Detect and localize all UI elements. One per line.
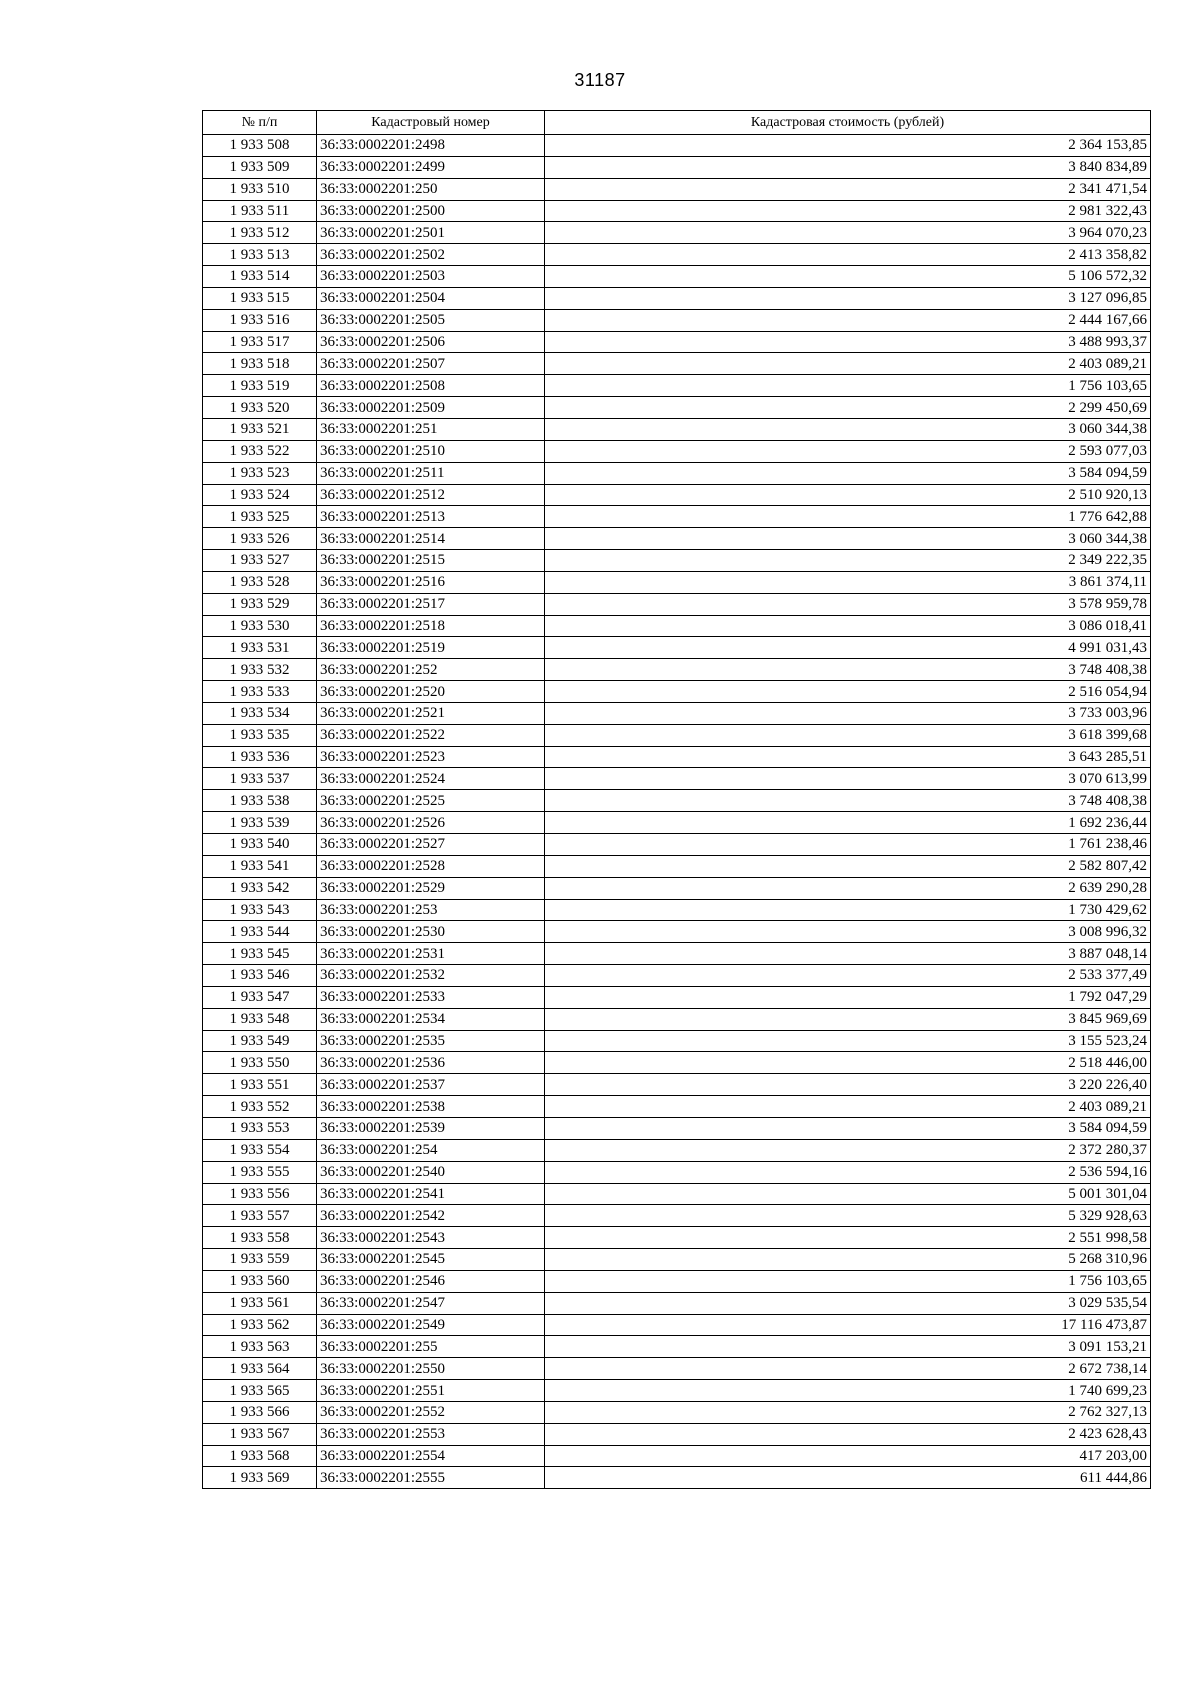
- row-number-cell: 1 933 554: [203, 1139, 317, 1161]
- cadastral-number-cell: 36:33:0002201:2546: [317, 1270, 545, 1292]
- row-number-cell: 1 933 556: [203, 1183, 317, 1205]
- row-number-cell: 1 933 513: [203, 244, 317, 266]
- cadastral-number-cell: 36:33:0002201:2523: [317, 746, 545, 768]
- cadastral-number-cell: 36:33:0002201:2502: [317, 244, 545, 266]
- cadastral-number-cell: 36:33:0002201:2521: [317, 702, 545, 724]
- table-row: [203, 1249, 1151, 1271]
- cadastral-number-cell: 36:33:0002201:2545: [317, 1249, 545, 1271]
- cadastral-number-cell: 36:33:0002201:2528: [317, 855, 545, 877]
- cadastral-number-cell: 36:33:0002201:2517: [317, 593, 545, 615]
- row-number-cell: 1 933 527: [203, 550, 317, 572]
- table-row: [203, 135, 1151, 157]
- table-row: [203, 1270, 1151, 1292]
- row-number-cell: 1 933 547: [203, 986, 317, 1008]
- table-row: [203, 1096, 1151, 1118]
- table-row: [203, 440, 1151, 462]
- table-row: [203, 571, 1151, 593]
- table-row: [203, 200, 1151, 222]
- table-row: [203, 1336, 1151, 1358]
- row-number-cell: 1 933 532: [203, 659, 317, 681]
- cadastral-value-cell: 3 578 959,78: [545, 593, 1151, 615]
- cadastral-value-cell: 3 008 996,32: [545, 921, 1151, 943]
- cadastral-value-cell: 2 981 322,43: [545, 200, 1151, 222]
- table-row: [203, 1183, 1151, 1205]
- row-number-cell: 1 933 534: [203, 702, 317, 724]
- cadastral-number-cell: 36:33:0002201:2505: [317, 309, 545, 331]
- row-number-cell: 1 933 518: [203, 353, 317, 375]
- table-row: [203, 550, 1151, 572]
- table-row: [203, 506, 1151, 528]
- cadastral-number-cell: 36:33:0002201:2554: [317, 1445, 545, 1467]
- cadastral-number-cell: 36:33:0002201:2506: [317, 331, 545, 353]
- table-row: [203, 615, 1151, 637]
- row-number-cell: 1 933 564: [203, 1358, 317, 1380]
- cadastral-value-cell: 3 070 613,99: [545, 768, 1151, 790]
- cadastral-number-cell: 36:33:0002201:2530: [317, 921, 545, 943]
- row-number-cell: 1 933 563: [203, 1336, 317, 1358]
- table-row: [203, 1139, 1151, 1161]
- row-number-cell: 1 933 530: [203, 615, 317, 637]
- cadastral-number-cell: 36:33:0002201:2500: [317, 200, 545, 222]
- cadastral-number-cell: 36:33:0002201:2504: [317, 287, 545, 309]
- table-row: [203, 790, 1151, 812]
- table-row: [203, 1117, 1151, 1139]
- row-number-cell: 1 933 523: [203, 462, 317, 484]
- page-number: 31187: [574, 70, 626, 90]
- row-number-cell: 1 933 514: [203, 266, 317, 288]
- table-row: [203, 266, 1151, 288]
- table-row: [203, 1227, 1151, 1249]
- row-number-cell: 1 933 529: [203, 593, 317, 615]
- cadastral-value-cell: 1 730 429,62: [545, 899, 1151, 921]
- cadastral-value-cell: 3 155 523,24: [545, 1030, 1151, 1052]
- cadastral-number-cell: 36:33:0002201:2550: [317, 1358, 545, 1380]
- table-row: [203, 1008, 1151, 1030]
- row-number-cell: 1 933 537: [203, 768, 317, 790]
- cadastral-number-cell: 36:33:0002201:2503: [317, 266, 545, 288]
- cadastral-value-cell: 5 329 928,63: [545, 1205, 1151, 1227]
- table-header: [203, 111, 1151, 135]
- cadastral-value-cell: 3 091 153,21: [545, 1336, 1151, 1358]
- table-row: [203, 681, 1151, 703]
- row-number-cell: 1 933 508: [203, 135, 317, 157]
- cadastral-number-cell: 36:33:0002201:2529: [317, 877, 545, 899]
- cadastral-value-cell: 3 060 344,38: [545, 418, 1151, 440]
- row-number-cell: 1 933 555: [203, 1161, 317, 1183]
- table-row: [203, 1074, 1151, 1096]
- header-cadastral-number: Кадастровый номер: [317, 111, 545, 135]
- cadastral-value-cell: 2 536 594,16: [545, 1161, 1151, 1183]
- cadastral-number-cell: 36:33:0002201:2507: [317, 353, 545, 375]
- cadastral-number-cell: 36:33:0002201:2520: [317, 681, 545, 703]
- row-number-cell: 1 933 520: [203, 397, 317, 419]
- cadastral-number-cell: 36:33:0002201:2527: [317, 834, 545, 856]
- cadastral-value-cell: 4 991 031,43: [545, 637, 1151, 659]
- row-number-cell: 1 933 558: [203, 1227, 317, 1249]
- row-number-cell: 1 933 517: [203, 331, 317, 353]
- row-number-cell: 1 933 551: [203, 1074, 317, 1096]
- cadastral-number-cell: 36:33:0002201:2518: [317, 615, 545, 637]
- cadastral-number-cell: 36:33:0002201:2538: [317, 1096, 545, 1118]
- cadastral-number-cell: 36:33:0002201:2543: [317, 1227, 545, 1249]
- cadastral-number-cell: 36:33:0002201:2526: [317, 812, 545, 834]
- row-number-cell: 1 933 512: [203, 222, 317, 244]
- cadastral-value-cell: 1 756 103,65: [545, 375, 1151, 397]
- cadastral-number-cell: 36:33:0002201:2516: [317, 571, 545, 593]
- table-row: [203, 397, 1151, 419]
- cadastral-value-cell: 3 618 399,68: [545, 724, 1151, 746]
- cadastral-value-cell: 3 584 094,59: [545, 1117, 1151, 1139]
- cadastral-value-cell: 3 887 048,14: [545, 943, 1151, 965]
- cadastral-number-cell: 36:33:0002201:2501: [317, 222, 545, 244]
- cadastral-value-cell: 3 861 374,11: [545, 571, 1151, 593]
- cadastral-value-cell: 3 086 018,41: [545, 615, 1151, 637]
- row-number-cell: 1 933 557: [203, 1205, 317, 1227]
- cadastral-number-cell: 36:33:0002201:2512: [317, 484, 545, 506]
- header-row-number: № п/п: [203, 111, 317, 135]
- table-row: [203, 1358, 1151, 1380]
- cadastral-number-cell: 36:33:0002201:252: [317, 659, 545, 681]
- cadastral-number-cell: 36:33:0002201:2508: [317, 375, 545, 397]
- table-row: [203, 353, 1151, 375]
- table-row: [203, 222, 1151, 244]
- cadastral-value-cell: 2 444 167,66: [545, 309, 1151, 331]
- cadastral-number-cell: 36:33:0002201:250: [317, 178, 545, 200]
- cadastral-value-cell: 2 518 446,00: [545, 1052, 1151, 1074]
- table-row: [203, 593, 1151, 615]
- cadastral-number-cell: 36:33:0002201:2552: [317, 1401, 545, 1423]
- row-number-cell: 1 933 549: [203, 1030, 317, 1052]
- cadastral-value-cell: 3 029 535,54: [545, 1292, 1151, 1314]
- cadastral-number-cell: 36:33:0002201:251: [317, 418, 545, 440]
- cadastral-value-cell: 3 748 408,38: [545, 659, 1151, 681]
- row-number-cell: 1 933 546: [203, 965, 317, 987]
- table-row: [203, 1380, 1151, 1402]
- row-number-cell: 1 933 525: [203, 506, 317, 528]
- table-row: [203, 746, 1151, 768]
- table-row: [203, 418, 1151, 440]
- table-row: [203, 1292, 1151, 1314]
- row-number-cell: 1 933 540: [203, 834, 317, 856]
- cadastral-number-cell: 36:33:0002201:2509: [317, 397, 545, 419]
- row-number-cell: 1 933 562: [203, 1314, 317, 1336]
- table-row: [203, 331, 1151, 353]
- cadastral-value-cell: 3 845 969,69: [545, 1008, 1151, 1030]
- table-row: [203, 375, 1151, 397]
- row-number-cell: 1 933 545: [203, 943, 317, 965]
- table-row: [203, 965, 1151, 987]
- row-number-cell: 1 933 521: [203, 418, 317, 440]
- cadastral-value-table: [202, 110, 1151, 1489]
- table-row: [203, 812, 1151, 834]
- cadastral-number-cell: 36:33:0002201:2522: [317, 724, 545, 746]
- cadastral-number-cell: 36:33:0002201:2540: [317, 1161, 545, 1183]
- cadastral-value-cell: 1 692 236,44: [545, 812, 1151, 834]
- row-number-cell: 1 933 531: [203, 637, 317, 659]
- cadastral-number-cell: 36:33:0002201:2547: [317, 1292, 545, 1314]
- cadastral-number-cell: 36:33:0002201:2531: [317, 943, 545, 965]
- cadastral-number-cell: 36:33:0002201:2536: [317, 1052, 545, 1074]
- row-number-cell: 1 933 539: [203, 812, 317, 834]
- cadastral-value-cell: 1 756 103,65: [545, 1270, 1151, 1292]
- table-row: [203, 1052, 1151, 1074]
- cadastral-value-cell: 2 639 290,28: [545, 877, 1151, 899]
- row-number-cell: 1 933 522: [203, 440, 317, 462]
- cadastral-value-cell: 611 444,86: [545, 1467, 1151, 1489]
- cadastral-number-cell: 36:33:0002201:2541: [317, 1183, 545, 1205]
- table-row: [203, 855, 1151, 877]
- cadastral-value-cell: 2 593 077,03: [545, 440, 1151, 462]
- cadastral-number-cell: 36:33:0002201:2533: [317, 986, 545, 1008]
- row-number-cell: 1 933 528: [203, 571, 317, 593]
- cadastral-value-cell: 1 740 699,23: [545, 1380, 1151, 1402]
- row-number-cell: 1 933 541: [203, 855, 317, 877]
- table-row: [203, 156, 1151, 178]
- cadastral-number-cell: 36:33:0002201:2555: [317, 1467, 545, 1489]
- row-number-cell: 1 933 515: [203, 287, 317, 309]
- cadastral-value-cell: 417 203,00: [545, 1445, 1151, 1467]
- cadastral-value-cell: 5 106 572,32: [545, 266, 1151, 288]
- row-number-cell: 1 933 511: [203, 200, 317, 222]
- table-row: [203, 1423, 1151, 1445]
- cadastral-value-cell: 5 268 310,96: [545, 1249, 1151, 1271]
- table-header-row: [203, 111, 1151, 135]
- table-row: [203, 287, 1151, 309]
- cadastral-value-cell: 3 643 285,51: [545, 746, 1151, 768]
- row-number-cell: 1 933 509: [203, 156, 317, 178]
- row-number-cell: 1 933 536: [203, 746, 317, 768]
- table-row: [203, 724, 1151, 746]
- cadastral-number-cell: 36:33:0002201:2514: [317, 528, 545, 550]
- cadastral-value-cell: 2 510 920,13: [545, 484, 1151, 506]
- row-number-cell: 1 933 524: [203, 484, 317, 506]
- table-row: [203, 1445, 1151, 1467]
- cadastral-number-cell: 36:33:0002201:2534: [317, 1008, 545, 1030]
- row-number-cell: 1 933 552: [203, 1096, 317, 1118]
- cadastral-value-cell: 2 423 628,43: [545, 1423, 1151, 1445]
- cadastral-number-cell: 36:33:0002201:253: [317, 899, 545, 921]
- cadastral-value-cell: 1 792 047,29: [545, 986, 1151, 1008]
- table-row: [203, 768, 1151, 790]
- row-number-cell: 1 933 560: [203, 1270, 317, 1292]
- table-row: [203, 484, 1151, 506]
- cadastral-number-cell: 36:33:0002201:2511: [317, 462, 545, 484]
- row-number-cell: 1 933 535: [203, 724, 317, 746]
- table-row: [203, 943, 1151, 965]
- row-number-cell: 1 933 526: [203, 528, 317, 550]
- cadastral-value-cell: 2 364 153,85: [545, 135, 1151, 157]
- table-row: [203, 1161, 1151, 1183]
- cadastral-number-cell: 36:33:0002201:2537: [317, 1074, 545, 1096]
- cadastral-number-cell: 36:33:0002201:2524: [317, 768, 545, 790]
- row-number-cell: 1 933 533: [203, 681, 317, 703]
- cadastral-number-cell: 36:33:0002201:2539: [317, 1117, 545, 1139]
- row-number-cell: 1 933 569: [203, 1467, 317, 1489]
- header-cadastral-value: Кадастровая стоимость (рублей): [545, 111, 1151, 135]
- cadastral-value-cell: 3 840 834,89: [545, 156, 1151, 178]
- cadastral-value-cell: 2 672 738,14: [545, 1358, 1151, 1380]
- row-number-cell: 1 933 561: [203, 1292, 317, 1314]
- table-row: [203, 528, 1151, 550]
- cadastral-number-cell: 36:33:0002201:2542: [317, 1205, 545, 1227]
- cadastral-number-cell: 36:33:0002201:2515: [317, 550, 545, 572]
- cadastral-value-cell: 2 413 358,82: [545, 244, 1151, 266]
- cadastral-value-cell: 17 116 473,87: [545, 1314, 1151, 1336]
- cadastral-value-cell: 2 403 089,21: [545, 1096, 1151, 1118]
- cadastral-number-cell: 36:33:0002201:2535: [317, 1030, 545, 1052]
- row-number-cell: 1 933 516: [203, 309, 317, 331]
- cadastral-number-cell: 36:33:0002201:2513: [317, 506, 545, 528]
- cadastral-value-cell: 3 488 993,37: [545, 331, 1151, 353]
- cadastral-value-cell: 2 551 998,58: [545, 1227, 1151, 1249]
- cadastral-value-cell: 3 584 094,59: [545, 462, 1151, 484]
- row-number-cell: 1 933 519: [203, 375, 317, 397]
- row-number-cell: 1 933 510: [203, 178, 317, 200]
- cadastral-number-cell: 36:33:0002201:2553: [317, 1423, 545, 1445]
- cadastral-value-cell: 5 001 301,04: [545, 1183, 1151, 1205]
- table-row: [203, 921, 1151, 943]
- row-number-cell: 1 933 548: [203, 1008, 317, 1030]
- row-number-cell: 1 933 566: [203, 1401, 317, 1423]
- table-row: [203, 1314, 1151, 1336]
- table-row: [203, 659, 1151, 681]
- row-number-cell: 1 933 568: [203, 1445, 317, 1467]
- cadastral-value-cell: 3 748 408,38: [545, 790, 1151, 812]
- cadastral-number-cell: 36:33:0002201:2498: [317, 135, 545, 157]
- row-number-cell: 1 933 544: [203, 921, 317, 943]
- row-number-cell: 1 933 550: [203, 1052, 317, 1074]
- cadastral-number-cell: 36:33:0002201:2510: [317, 440, 545, 462]
- table-row: [203, 244, 1151, 266]
- cadastral-value-cell: 3 964 070,23: [545, 222, 1151, 244]
- table-row: [203, 309, 1151, 331]
- table-row: [203, 1401, 1151, 1423]
- cadastral-value-cell: 1 776 642,88: [545, 506, 1151, 528]
- table-row: [203, 637, 1151, 659]
- cadastral-number-cell: 36:33:0002201:2532: [317, 965, 545, 987]
- cadastral-value-cell: 2 533 377,49: [545, 965, 1151, 987]
- row-number-cell: 1 933 559: [203, 1249, 317, 1271]
- table-row: [203, 986, 1151, 1008]
- row-number-cell: 1 933 543: [203, 899, 317, 921]
- cadastral-value-cell: 3 127 096,85: [545, 287, 1151, 309]
- row-number-cell: 1 933 565: [203, 1380, 317, 1402]
- cadastral-value-cell: 2 349 222,35: [545, 550, 1151, 572]
- cadastral-value-cell: 1 761 238,46: [545, 834, 1151, 856]
- cadastral-value-cell: 3 060 344,38: [545, 528, 1151, 550]
- table-row: [203, 178, 1151, 200]
- cadastral-value-cell: 3 220 226,40: [545, 1074, 1151, 1096]
- table-row: [203, 1030, 1151, 1052]
- row-number-cell: 1 933 553: [203, 1117, 317, 1139]
- table-row: [203, 877, 1151, 899]
- table-row: [203, 702, 1151, 724]
- cadastral-number-cell: 36:33:0002201:2551: [317, 1380, 545, 1402]
- row-number-cell: 1 933 542: [203, 877, 317, 899]
- table-row: [203, 1205, 1151, 1227]
- cadastral-value-cell: 2 372 280,37: [545, 1139, 1151, 1161]
- cadastral-value-cell: 2 516 054,94: [545, 681, 1151, 703]
- table-row: [203, 462, 1151, 484]
- cadastral-number-cell: 36:33:0002201:2525: [317, 790, 545, 812]
- table-body: [203, 135, 1151, 1489]
- cadastral-value-cell: 2 403 089,21: [545, 353, 1151, 375]
- cadastral-number-cell: 36:33:0002201:2499: [317, 156, 545, 178]
- table-row: [203, 1467, 1151, 1489]
- table-row: [203, 834, 1151, 856]
- cadastral-value-cell: 3 733 003,96: [545, 702, 1151, 724]
- row-number-cell: 1 933 567: [203, 1423, 317, 1445]
- cadastral-value-cell: 2 341 471,54: [545, 178, 1151, 200]
- cadastral-value-cell: 2 299 450,69: [545, 397, 1151, 419]
- cadastral-number-cell: 36:33:0002201:2519: [317, 637, 545, 659]
- table-row: [203, 899, 1151, 921]
- cadastral-number-cell: 36:33:0002201:254: [317, 1139, 545, 1161]
- row-number-cell: 1 933 538: [203, 790, 317, 812]
- cadastral-value-cell: 2 762 327,13: [545, 1401, 1151, 1423]
- cadastral-value-cell: 2 582 807,42: [545, 855, 1151, 877]
- cadastral-number-cell: 36:33:0002201:2549: [317, 1314, 545, 1336]
- cadastral-number-cell: 36:33:0002201:255: [317, 1336, 545, 1358]
